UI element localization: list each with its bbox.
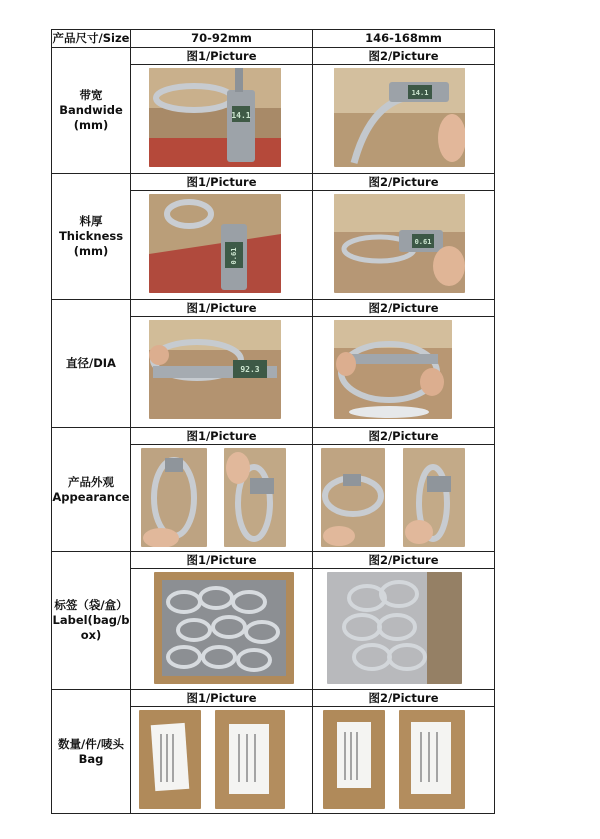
- photo-thickness-2: [334, 194, 465, 293]
- caption-row: [52, 428, 495, 445]
- photo-cell: [131, 445, 313, 552]
- photo-dia-2: [334, 320, 452, 419]
- label-cn: 直径/DIA: [66, 356, 116, 370]
- photo-cell: [131, 191, 313, 300]
- photo-bag-1a: [139, 710, 201, 809]
- row-label-dia: [52, 300, 131, 428]
- label-unit: ox): [80, 628, 102, 642]
- label-unit: (mm): [73, 118, 109, 132]
- caption-row: [52, 552, 495, 569]
- photo-bag-1b: [215, 710, 285, 809]
- photo-dia-1: [149, 320, 281, 419]
- row-label-thickness: [52, 174, 131, 300]
- label-unit: (mm): [73, 244, 109, 258]
- caption-row: [52, 300, 495, 317]
- photo-label-2: [327, 572, 462, 684]
- header-row: [52, 30, 495, 48]
- photo-cell: [131, 65, 313, 174]
- photo-bandwide-1: [149, 68, 281, 167]
- photo-appearance-2a: [321, 448, 385, 547]
- spec-table: [51, 29, 495, 814]
- photo-appearance-1b: [224, 448, 286, 547]
- caption-1: 图1/Picture: [131, 552, 313, 569]
- label-en: Thickness: [58, 229, 124, 243]
- photo-cell: [131, 707, 313, 814]
- label-cn: 数量/件/唛头: [58, 736, 124, 751]
- photo-bag-2b: [399, 710, 465, 809]
- row-label-appearance: [52, 428, 131, 552]
- photo-cell: [131, 569, 313, 690]
- caption-1: 图1/Picture: [131, 300, 313, 317]
- caliper-reading: 0.61: [230, 247, 238, 265]
- caption-2: 图2/Picture: [313, 48, 495, 65]
- photo-appearance-2b: [403, 448, 465, 547]
- photo-cell: [313, 65, 495, 174]
- label-en: Bag: [78, 751, 104, 766]
- caption-2: 图2/Picture: [313, 300, 495, 317]
- label-en: Appearance: [52, 489, 130, 504]
- label-cn: 产品外观: [68, 474, 114, 489]
- caption-2: 图2/Picture: [313, 174, 495, 191]
- caliper-reading: 0.61: [414, 238, 432, 246]
- photo-bag-2a: [323, 710, 385, 809]
- label-en: Bandwide: [59, 103, 123, 117]
- label-cn: 料厚: [79, 214, 103, 228]
- photo-bandwide-2: [334, 68, 465, 167]
- caption-1: 图1/Picture: [131, 174, 313, 191]
- photo-appearance-1a: [141, 448, 207, 547]
- row-label-bandwide: [52, 48, 131, 174]
- photo-cell: [313, 707, 495, 814]
- row-label-bag: [52, 690, 131, 814]
- header-size: 产品尺寸/Size: [52, 30, 131, 48]
- photo-cell: [313, 445, 495, 552]
- caption-row: [52, 48, 495, 65]
- caption-2: 图2/Picture: [313, 690, 495, 707]
- caption-1: 图1/Picture: [131, 428, 313, 445]
- header-col2: 146-168mm: [313, 30, 495, 48]
- caption-row: [52, 174, 495, 191]
- header-col1: 70-92mm: [131, 30, 313, 48]
- caliper-reading: 92.3: [240, 365, 260, 374]
- photo-thickness-1: [149, 194, 281, 293]
- photo-cell: [313, 317, 495, 428]
- photo-label-1: [154, 572, 294, 684]
- label-cn: 标签（袋/盒）: [54, 598, 128, 612]
- photo-cell: [131, 317, 313, 428]
- caption-2: 图2/Picture: [313, 428, 495, 445]
- label-cn: 带宽: [79, 88, 103, 102]
- label-en: Label(bag/b: [52, 613, 130, 627]
- caliper-reading: 14.1: [231, 111, 251, 120]
- caption-2: 图2/Picture: [313, 552, 495, 569]
- photo-cell: [313, 569, 495, 690]
- row-label-label: [52, 552, 131, 690]
- caption-1: 图1/Picture: [131, 48, 313, 65]
- caption-row: [52, 690, 495, 707]
- caption-1: 图1/Picture: [131, 690, 313, 707]
- caliper-reading: 14.1: [411, 89, 429, 97]
- photo-cell: [313, 191, 495, 300]
